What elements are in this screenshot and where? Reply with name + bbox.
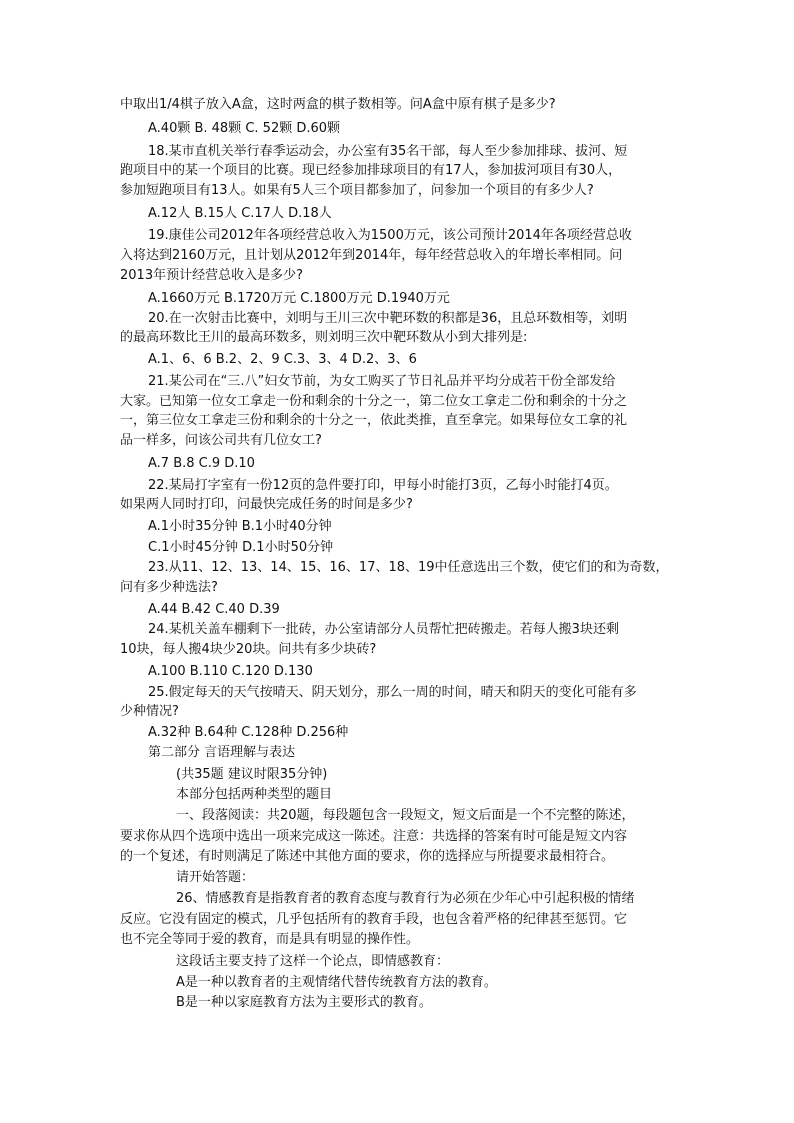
options-q19: A.1660万元 B.1720万元 C.1800万元 D.1940万元 (148, 291, 450, 306)
text-line: 跑项目中的某一个项目的比赛。现已经参加排球项目的有17人，参加拔河项目有30人， (120, 163, 622, 178)
text-line: 如果两人同时打印，问最快完成任务的时间是多少? (120, 497, 413, 512)
option-a: A是一种以教育者的主观情绪代替传统教育方法的教育。 (176, 975, 497, 990)
start-prompt: 请开始答题： (176, 870, 255, 885)
text-line: 少种情况? (120, 704, 179, 719)
section-note: 本部分包括两种类型的题目 (176, 787, 333, 802)
options-q24: A.100 B.110 C.120 D.130 (148, 664, 313, 679)
options-q17: A.40颗 B. 48颗 C. 52颗 D.60颗 (148, 121, 341, 136)
text-line: 2013年预计经营总收入是多少? (120, 268, 303, 283)
text-line: 大家。已知第一位女工拿走一份和剩余的十分之一，第二位女工拿走二份和剩余的十分之 (120, 394, 628, 409)
text-line: 一，第三位女工拿走三份和剩余的十分之一，依此类推，直至拿完。如果每位女工拿的礼 (120, 413, 628, 428)
text-line: 的最高环数比王川的最高环数多，则刘明三次中靶环数从小到大排列是: (120, 330, 528, 345)
text-line: 中取出1/4棋子放入A盒，这时两盒的棋子数相等。问A盒中原有棋子是多少? (120, 97, 556, 112)
options-q25: A.32种 B.64种 C.128种 D.256种 (148, 725, 349, 740)
text-line: 参加短跑项目有13人。如果有5人三个项目都参加了，问参加一个项目的有多少人? (120, 183, 594, 198)
question-26: 26、情感教育是指教育者的教育态度与教育行为必须在少年心中引起积极的情绪 (176, 891, 635, 906)
text-line: 10块，每人搬4块少20块。问共有多少块砖? (120, 642, 377, 657)
instructions-heading: 一、段落阅读：共20题，每段题包含一段短文，短文后面是一个不完整的陈述， (176, 808, 635, 823)
options-q22-ab: A.1小时35分钟 B.1小时40分钟 (148, 519, 332, 534)
section-subtitle: (共35题 建议时限35分钟) (176, 767, 328, 782)
options-q20: A.1、6、6 B.2、2、9 C.3、3、4 D.2、3、6 (148, 352, 417, 367)
option-b: B是一种以家庭教育方法为主要形式的教育。 (176, 995, 432, 1010)
question-22: 22.某局打字室有一份12页的急件要打印，甲每小时能打3页，乙每小时能打4页。 (148, 478, 618, 493)
text-line: 要求你从四个选项中选出一项来完成这一陈述。注意：共选择的答案有时可能是短文内容 (120, 829, 628, 844)
question-24: 24.某机关盖车棚剩下一批砖，办公室请部分人员帮忙把砖搬走。若每人搬3块还剩 (148, 622, 619, 637)
section-title: 第二部分 言语理解与表达 (148, 745, 296, 760)
question-23: 23.从11、12、13、14、15、16、17、18、19中任意选出三个数，使它们的和为奇数， (148, 560, 669, 575)
text-line: 问有多少种选法? (120, 580, 218, 595)
question-19: 19.康佳公司2012年各项经营总收入为1500万元，该公司预计2014年各项经营总收 (148, 228, 632, 243)
options-q22-cd: C.1小时45分钟 D.1小时50分钟 (148, 540, 334, 555)
text-line: 反应。它没有固定的模式，几乎包括所有的教育手段，也包含着严格的纪律甚至惩罚。它 (120, 912, 628, 927)
options-q18: A.12人 B.15人 C.17人 D.18人 (148, 206, 332, 221)
question-20: 20.在一次射击比赛中，刘明与王川三次中靶环数的积都是36，且总环数相等，刘明 (148, 311, 628, 326)
options-q21: A.7 B.8 C.9 D.10 (148, 456, 255, 471)
text-line: 的一个复述，有时则满足了陈述中其他方面的要求，你的选择应与所提要求最相符合。 (120, 849, 615, 864)
text-line: 品一样多，问该公司共有几位女工? (120, 433, 322, 448)
question-26-stem: 这段话主要支持了这样一个论点，即情感教育： (176, 954, 450, 969)
question-21: 21.某公司在“三.八”妇女节前，为女工购买了节日礼品并平均分成若干份全部发给 (148, 374, 616, 389)
options-q23: A.44 B.42 C.40 D.39 (148, 602, 280, 617)
question-25: 25.假定每天的天气按晴天、阴天划分，那么一周的时间，晴天和阴天的变化可能有多 (148, 685, 637, 700)
question-18: 18.某市直机关举行春季运动会，办公室有35名干部，每人至少参加排球、拔河、短 (148, 144, 628, 159)
text-line: 也不完全等同于爱的教育，而是具有明显的操作性。 (120, 932, 420, 947)
text-line: 入将达到2160万元，且计划从2012年到2014年，每年经营总收入的年增长率相同。问 (120, 248, 623, 263)
